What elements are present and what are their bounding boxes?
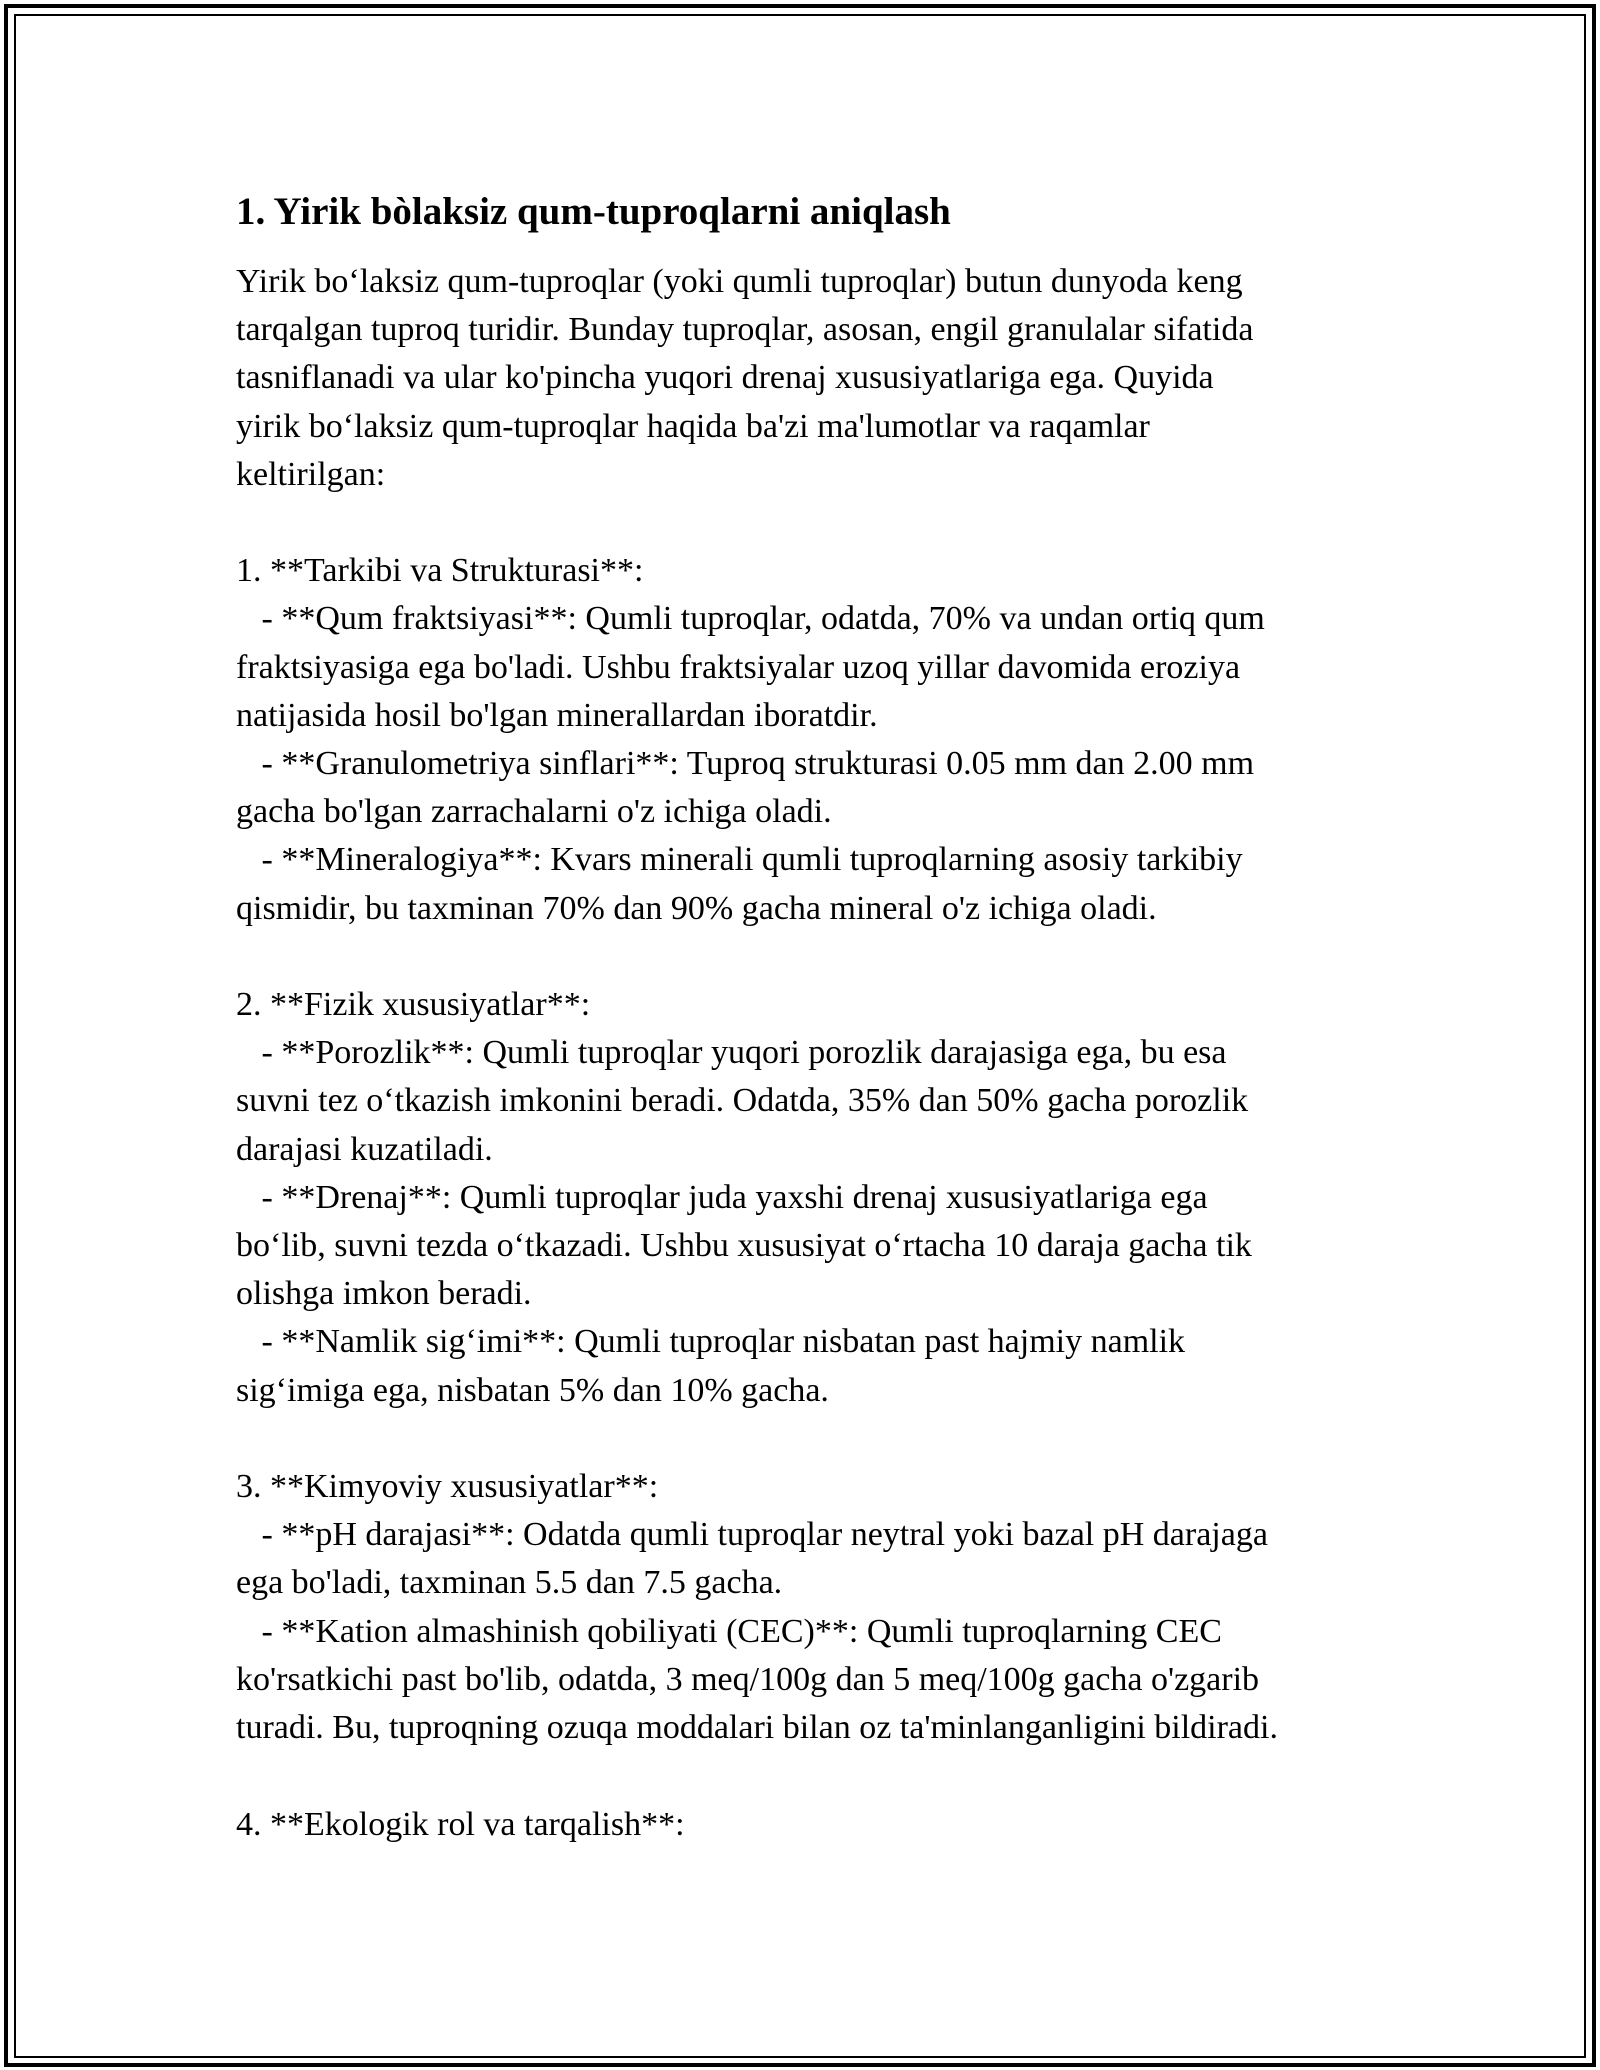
document-content xyxy=(236,186,1386,1849)
document-body: Yirik bo‘laksiz qum-tuproqlar (yoki qumli tuproqlar) butun dunyoda keng tarqalgan tuproq turidir. Bunday tuproqlar, asosan, engil granulalar sifatida tasniflanadi va ular ko'pincha yuqori drenaj xususiyatlariga ega. Quyida yirik bo‘laksiz qum-tuproqlar haqida ba'zi ma'lumotlar va raqamlar keltirilgan: 1. **Tarkibi va Strukturasi**: - **Qum fraktsiyasi**: Qumli tuproqlar, odatda, 70% va undan ortiq qum fraktsiyasiga ega bo'ladi. Ushbu fraktsiyalar uzoq yillar davomida eroziya natijasida hosil bo'lgan minerallardan iboratdir. - **Granulometriya sinflari**: Tuproq strukturasi 0.05 mm dan 2.00 mm gacha bo'lgan zarrachalarni o'z ichiga oladi. - **Mineralogiya**: Kvars minerali qumli tuproqlarning asosiy tarkibiy qismidir, bu taxminan 70% dan 90% gacha mineral o'z ichiga oladi. 2. **Fizik xususiyatlar**: - **Porozlik**: Qumli tuproqlar yuqori porozlik darajasiga ega, bu esa suvni tez o‘tkazish imkonini beradi. Odatda, 35% dan 50% gacha porozlik darajasi kuzatiladi. - **Drenaj**: Qumli tuproqlar juda yaxshi drenaj xususiyatlariga ega bo‘lib, suvni tezda o‘tkazadi. Ushbu xususiyat o‘rtacha 10 daraja gacha tik olishga imkon beradi. - **Namlik sig‘imi**: Qumli tuproqlar nisbatan past hajmiy namlik sig‘imiga ega, nisbatan 5% dan 10% gacha. 3. **Kimyoviy xususiyatlar**: - **pH darajasi**: Odatda qumli tuproqlar neytral yoki bazal pH darajaga ega bo'ladi, taxminan 5.5 dan 7.5 gacha. - **Kation almashinish qobiliyati (CEC)**: Qumli tuproqlarning CEC ko'rsatkichi past bo'lib, odatda, 3 meq/100g dan 5 meq/100g gacha o'zgarib turadi. Bu, tuproqning ozuqa moddalari bilan oz ta'minlanganligini bildiradi. 4. **Ekologik rol va tarqalish**: xyxy=(236,263,1278,1843)
document-title: 1. Yirik bòlaksiz qum-tuproqlarni aniqlash xyxy=(236,190,951,233)
